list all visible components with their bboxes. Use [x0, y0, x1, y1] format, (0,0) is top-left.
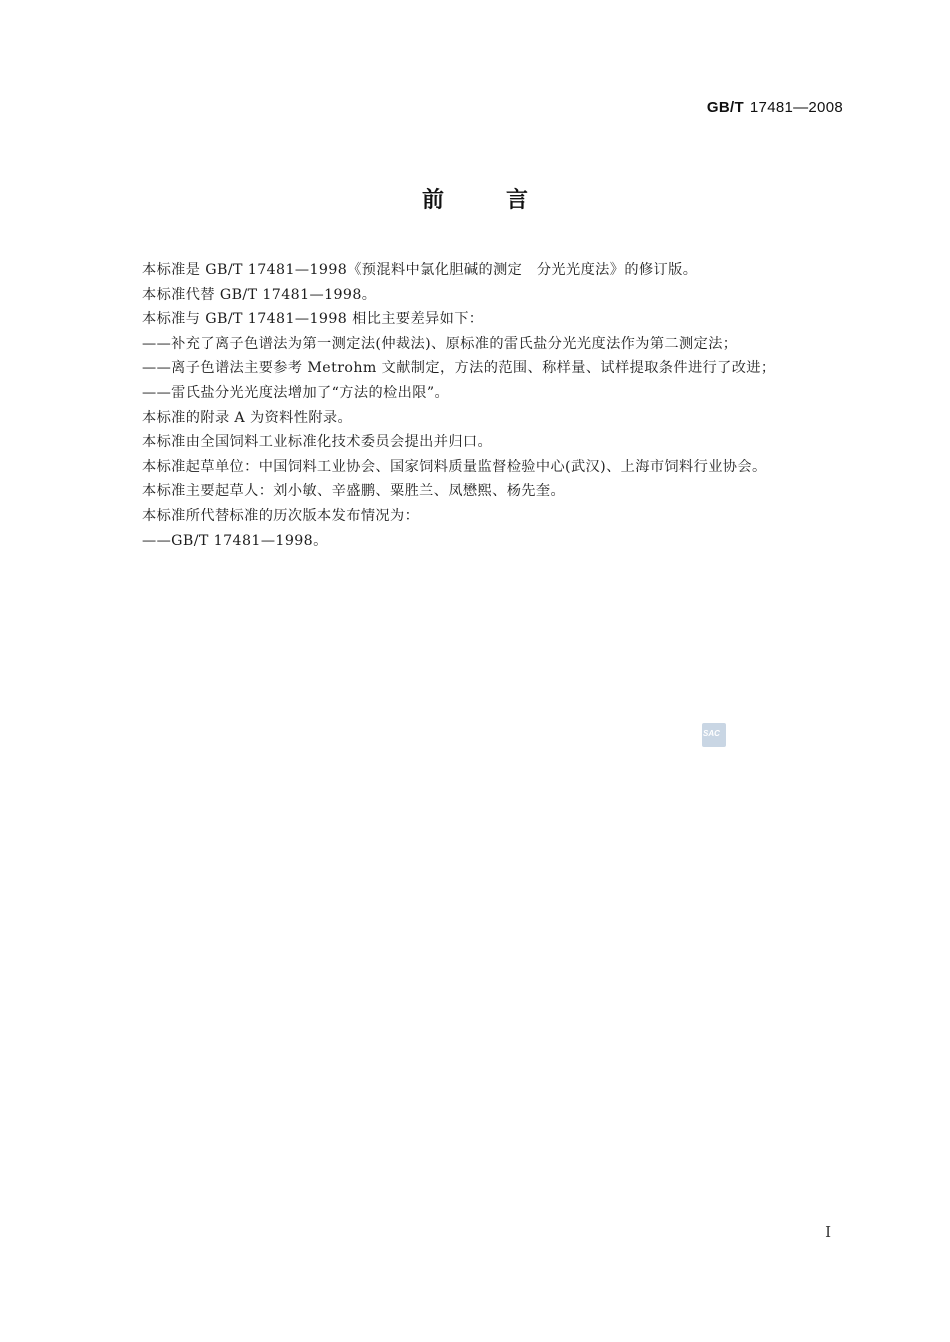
paragraph: 本标准是 GB/T 17481—1998《预混料中氯化胆碱的测定 分光光度法》的修订版。	[142, 262, 698, 278]
foreword-body	[142, 258, 842, 553]
list-item: ——离子色谱法主要参考 Metrohm 文献制定，方法的范围、称样量、试样提取条件进行了改进；	[142, 360, 776, 377]
list-item: ——GB/T 17481—1998。	[142, 532, 328, 549]
page-title: 前言	[421, 188, 590, 213]
paragraph: 本标准代替 GB/T 17481—1998。	[142, 286, 377, 303]
sac-watermark-text: SAC	[703, 729, 720, 738]
paragraph: 本标准起草单位：中国饲料工业协会、国家饲料质量监督检验中心(武汉)、上海市饲料行业协会。	[142, 458, 767, 475]
paragraph: 本标准与 GB/T 17481—1998 相比主要差异如下：	[142, 311, 484, 328]
paragraph: 本标准主要起草人：刘小敏、辛盛鹏、粟胜兰、凤懋熙、杨先奎。	[142, 483, 566, 500]
paragraph: 本标准所代替标准的历次版本发布情况为：	[142, 507, 420, 524]
page-number: I	[825, 1223, 831, 1241]
standard-number	[707, 99, 843, 116]
paragraph: 本标准的附录 A 为资料性附录。	[142, 409, 353, 426]
standard-prefix: GB/T	[706, 99, 744, 116]
list-item: ——补充了离子色谱法为第一测定法(仲裁法)、原标准的雷氏盐分光光度法作为第二测定法；	[142, 335, 738, 352]
paragraph: 本标准由全国饲料工业标准化技术委员会提出并归口。	[142, 434, 493, 451]
standard-code: 17481—2008	[749, 99, 843, 116]
list-item: ——雷氏盐分光光度法增加了“方法的检出限”。	[142, 384, 450, 401]
sac-watermark-logo	[702, 723, 726, 747]
